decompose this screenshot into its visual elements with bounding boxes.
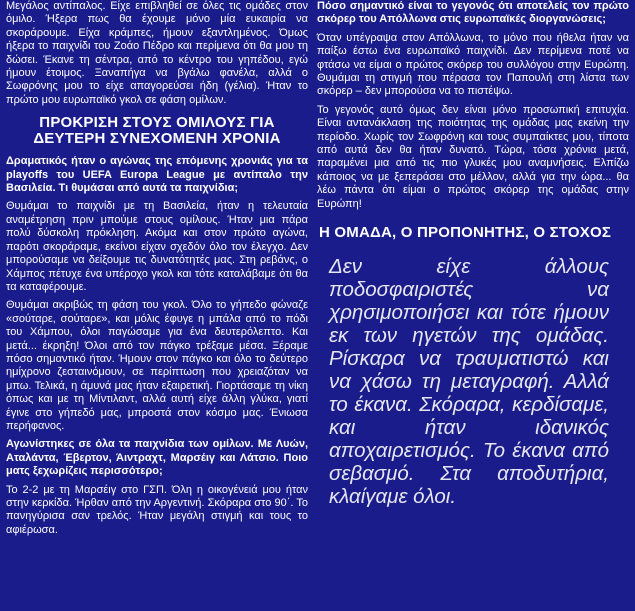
- right-column: [317, 0, 629, 508]
- question-basel: Δραματικός ήταν ο αγώνας της επόμενης χρονιάς για τα playoffs του UEFA Europa League με αντίπαλο την Βασιλεία. Τι θυμάσαι από αυτά τα παιχνίδια;: [6, 155, 308, 195]
- section-heading-team: Η ΟΜΑΔΑ, Ο ΠΡΟΠΟΝΗΤΗΣ, Ο ΣΤΟΧΟΣ: [319, 224, 612, 242]
- question-top-scorer: Πόσο σημαντικό είναι το γεγονός ότι αποτελείς τον πρώτο σκόρερ του Απόλλωνα στις ευρωπαϊκές διοργανώσεις;: [317, 0, 629, 26]
- answer-marseille: Το 2-2 με τη Μαρσέιγ στο ΓΣΠ. Όλη η οικογένειά μου ήταν στην κερκίδα. Ήρθαν από την Αργεντινή. Σκόραρα στο 90΄. Το πανηγύρισα σαν τρελός. Ήταν μεγάλη στιγμή και τους το αφιέρωσα.: [6, 483, 308, 536]
- intro-paragraph: Μεγάλος αντίπαλος. Είχε επιβληθεί σε όλες τις ομάδες στον όμιλο. Ήξερα πως θα έχουμε μόνο μία ευκαιρία να σκοράρουμε. Είχα κράμπες, ήμουν εξαντλημένος. Όμως ήξερα το παιχνίδι του Ζοάο Πέδρο και περίμενα ότι θα μου τη δώσει. Έκανε τη σέντρα, από το κέντρο του γηπέδου, εγώ ήμουν έτοιμος. Ξαναπήγα να βγάλω φανέλα, αλλά ο Σωφρόνης μου το είχε απαγορεύσει ήδη (γέλια). Ήταν το πρώτο μου ευρωπαϊκό γκολ σε φάση ομίλων.: [6, 0, 308, 106]
- section-heading-qualification: ΠΡΟΚΡΙΣΗ ΣΤΟΥΣ ΟΜΙΛΟΥΣ ΓΙΑ ΔΕΥΤΕΡΗ ΣΥΝΕΧΟΜΕΝΗ ΧΡΟΝΙΑ: [33, 114, 281, 148]
- answer-top-scorer-1: Όταν υπέγραψα στον Απόλλωνα, το μόνο που ήθελα ήταν να παίξω έστω ένα ευρωπαϊκό παιχνίδι. Δεν περίμενα ποτέ να φτάσω να είμαι ο πρώτος σκόρερ του συλλόγου στην Ευρώπη. Θυμάμαι τη στιγμή που πέρασα τον Παπουλή στη λίστα των σκόρερ – δεν μπορούσα να το πιστέψω.: [317, 31, 629, 98]
- answer-top-scorer-2: Το γεγονός αυτό όμως δεν είναι μόνο προσωπική επιτυχία. Είναι αντανάκλαση της ποιότητας της ομάδας μας εκείνη την περίοδο. Χωρίς τον Σωφρόνη και τους συμπαίκτες μου, τίποτα από αυτά δεν θα ήταν δυνατό. Τώρα, τόσα χρόνια μετά, παραμένει μια από τις πιο γλυκές μου αναμνήσεις. Ελπίζω κάποιος να με ξεπεράσει στο μέλλον, αλλά για την ώρα... θα λέω πάντα ότι είμαι ο πρώτος σκόρερ της ομάδας στην Ευρώπη!: [317, 103, 629, 210]
- left-column: [6, 0, 308, 537]
- answer-basel-1: Θυμάμαι το παιχνίδι με τη Βασιλεία, ήταν η τελευταία αναμέτρηση πριν μπούμε στους ομίλους. Ήταν μια πάρα πολύ δύσκολη πρόκληση. Ακόμα και στον πρώτο αγώνα, παρότι σκοράραμε, εκείνοι είχαν σχεδόν όλο τον έλεγχο. Δεν μπορούσαμε να δείξουμε τις δυνατότητές μας. Στη ρεβάνς, ο Χάμπος πέτυχε ένα υπέροχο γκολ και τότε καταλάβαμε ότι θα τα καταφέρουμε.: [6, 200, 308, 293]
- question-group-matches: Αγωνίστηκες σε όλα τα παιχνίδια των ομίλων. Με Λυών, Αταλάντα, Έβερτον, Άιντραχτ, Μαρσέιγ και Λάτσιο. Ποιο ματς ξεχωρίζεις περισσότερο;: [6, 438, 308, 478]
- pull-quote: Δεν είχε άλλους ποδοσφαιριστές να χρησιμοποιήσει και τότε ήμουν εκ των ηγετών της ομάδας. Ρίσκαρα να τραυματιστώ και να χάσω τη μεταγραφή. Αλλά το έκανα. Σκόραρα, κερδίσαμε, και ήταν ιδανικός αποχαιρετισμός. Το έκανα από σεβασμό. Στα αποδυτήρια, κλαίγαμε όλοι.: [329, 255, 609, 509]
- answer-basel-2: Θυμάμαι ακριβώς τη φάση του γκολ. Όλο το γήπεδο φώναζε «σούταρε, σούταρε», και μόλις έφυγε η μπάλα από το πόδι του Χάμπου, όλοι παγώσαμε για ένα δευτερόλεπτο. Και μετά... έκρηξη! Όλοι από τον πάγκο τρέξαμε μέσα. Ξέραμε πόσο σημαντικό ήταν. Ήμουν στον πάγκο και όλο το δεύτερο ημίχρονο ζεσταινόμουν, σε περίπτωση που χρειαζόταν να μπω. Τελικά, η άμυνά μας ήταν εξαιρετική. Γιορτάσαμε τη νίκη όπως και με τη Μίντιλαντ, αλλά αυτή είχε άλλη γλύκα, γιατί έγινε στο γήπεδό μας, μπροστά στον κόσμο μας. Ένιωσα περήφανος.: [6, 299, 308, 432]
